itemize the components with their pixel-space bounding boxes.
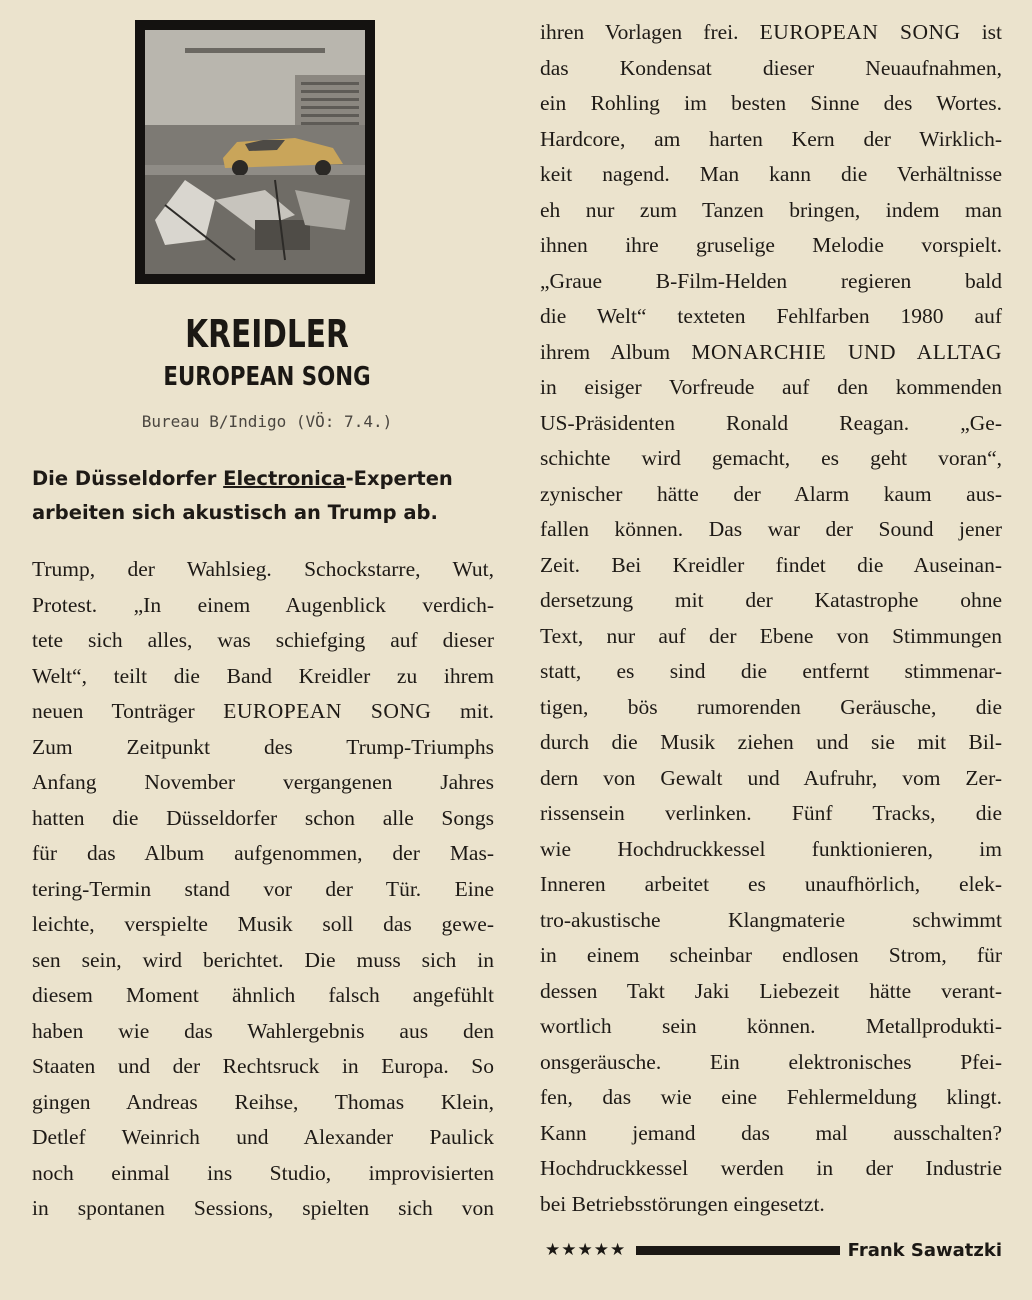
- body-line: Detlef Weinrich und Alexander Paulick: [32, 1125, 494, 1149]
- body-line: US-Präsidenten Ronald Reagan. „Ge-: [540, 410, 1002, 435]
- body-line: ein Rohling im besten Sinne des Wortes.: [540, 91, 1002, 115]
- body-line: fen, das wie eine Fehlermeldung klingt.: [540, 1085, 1002, 1109]
- body-line: zynischer hätte der Alarm kaum aus-: [540, 481, 1002, 506]
- body-line: fallen können. Das war der Sound jener: [540, 517, 1002, 541]
- body-line: tete sich alles, was schiefging auf dieser: [32, 628, 494, 652]
- body-line: Hochdruckkessel werden in der Industrie: [540, 1156, 1002, 1180]
- album-cover: [135, 20, 375, 284]
- body-line: noch einmal ins Studio, improvisierten: [32, 1160, 494, 1185]
- underlined-term: Electronica: [223, 467, 346, 490]
- body-line: durch die Musik ziehen und sie mit Bil-: [540, 730, 1002, 754]
- body-line: Kann jemand das mal ausschalten?: [540, 1120, 1002, 1145]
- rating-byline: [545, 1238, 1002, 1262]
- body-line: wie Hochdruckkessel funktionieren, im: [540, 836, 1002, 861]
- body-line: in eisiger Vorfreude auf den kommenden: [540, 375, 1002, 399]
- body-line: Text, nur auf der Ebene von Stimmungen: [540, 623, 1002, 648]
- body-line: das Kondensat dieser Neuaufnahmen,: [540, 55, 1002, 80]
- body-line: dern von Gewalt und Aufruhr, vom Zer-: [540, 765, 1002, 790]
- album-reference: EUROPEAN SONG: [759, 20, 961, 44]
- body-line: haben wie das Wahlergebnis aus den: [32, 1018, 494, 1043]
- body-line: onsgeräusche. Ein elektronisches Pfei-: [540, 1049, 1002, 1074]
- album-reference: MONARCHIE UND ALLTAG: [691, 339, 1002, 364]
- body-line: wortlich sein können. Metallprodukti-: [540, 1014, 1002, 1038]
- body-line: ihnen ihre gruselige Melodie vorspielt.: [540, 233, 1002, 257]
- body-line: die Welt“ texteten Fehlfarben 1980 auf: [540, 304, 1002, 328]
- body-line: ihrem Album MONARCHIE UND ALLTAG: [540, 339, 1002, 364]
- body-line: dessen Takt Jaki Liebezeit hätte verant-: [540, 978, 1002, 1003]
- lead-text: [32, 462, 502, 530]
- body-line: „Graue B-Film-Helden regieren bald: [540, 268, 1002, 293]
- rating-rule: [636, 1246, 839, 1255]
- body-line: Welt“, teilt die Band Kreidler zu ihrem: [32, 663, 494, 688]
- body-line: tigen, bös rumorenden Geräusche, die: [540, 694, 1002, 719]
- body-line: bei Betriebsstörungen eingesetzt.: [540, 1191, 825, 1216]
- label-release-info: Bureau B/Indigo (VÖ: 7.4.): [141, 412, 393, 431]
- body-column-left: [32, 552, 494, 1227]
- body-line: Anfang November vergangenen Jahres: [32, 770, 494, 794]
- body-line: Zeit. Bei Kreidler findet die Auseinan-: [540, 552, 1002, 577]
- body-line: schichte wird gemacht, es geht voran“,: [540, 446, 1002, 470]
- body-line: gingen Andreas Reihse, Thomas Klein,: [32, 1089, 494, 1114]
- artist-name: KREIDLER: [185, 312, 349, 356]
- body-line: Protest. „In einem Augenblick verdich-: [32, 592, 494, 617]
- body-line: neuen Tonträger EUROPEAN SONG mit.: [32, 699, 495, 723]
- body-line: leichte, verspielte Musik soll das gewe-: [32, 912, 494, 936]
- body-line: sen sein, wird berichtet. Die muss sich in: [32, 947, 494, 972]
- album-cover-photo: [145, 30, 365, 274]
- body-line: tro-akustische Klangmaterie schwimmt: [540, 907, 1002, 932]
- body-line: in einem scheinbar endlosen Strom, für: [540, 943, 1002, 967]
- body-line: dersetzung mit der Katastrophe ohne: [540, 588, 1002, 612]
- lead-line-1: Die Düsseldorfer Electronica-Experten: [32, 467, 453, 490]
- body-line: eh nur zum Tanzen bringen, indem man: [540, 197, 1002, 222]
- body-line: hatten die Düsseldorfer schon alle Songs: [32, 805, 494, 830]
- body-line: tering-Termin stand vor der Tür. Eine: [32, 876, 494, 901]
- body-line: statt, es sind die entfernt stimmenar-: [540, 659, 1002, 683]
- body-column-right: [540, 15, 1002, 1222]
- body-line: Hardcore, am harten Kern der Wirklich-: [540, 126, 1002, 151]
- lead-line-2: arbeiten sich akustisch an Trump ab.: [32, 501, 438, 524]
- body-line: Inneren arbeitet es unaufhörlich, elek-: [540, 872, 1002, 896]
- body-line: Trump, der Wahlsieg. Schockstarre, Wut,: [32, 557, 494, 581]
- body-line: diesem Moment ähnlich falsch angefühlt: [32, 983, 494, 1007]
- body-line: keit nagend. Man kann die Verhältnisse: [540, 162, 1002, 186]
- body-line: in spontanen Sessions, spielten sich von: [32, 1196, 494, 1220]
- album-title: EUROPEAN SONG: [163, 362, 371, 392]
- star-rating-icon: ★★★★★: [545, 1240, 627, 1260]
- body-line: rissensein verlinken. Fünf Tracks, die: [540, 801, 1002, 825]
- album-reference: EUROPEAN SONG: [223, 699, 432, 723]
- body-line: ihren Vorlagen frei. EUROPEAN SONG ist: [540, 20, 1003, 44]
- body-line: Zum Zeitpunkt des Trump-Triumphs: [32, 734, 494, 759]
- author-name: Frank Sawatzki: [847, 1239, 1002, 1261]
- body-line: für das Album aufgenommen, der Mas-: [32, 841, 494, 865]
- body-line: Staaten und der Rechtsruck in Europa. So: [32, 1054, 494, 1078]
